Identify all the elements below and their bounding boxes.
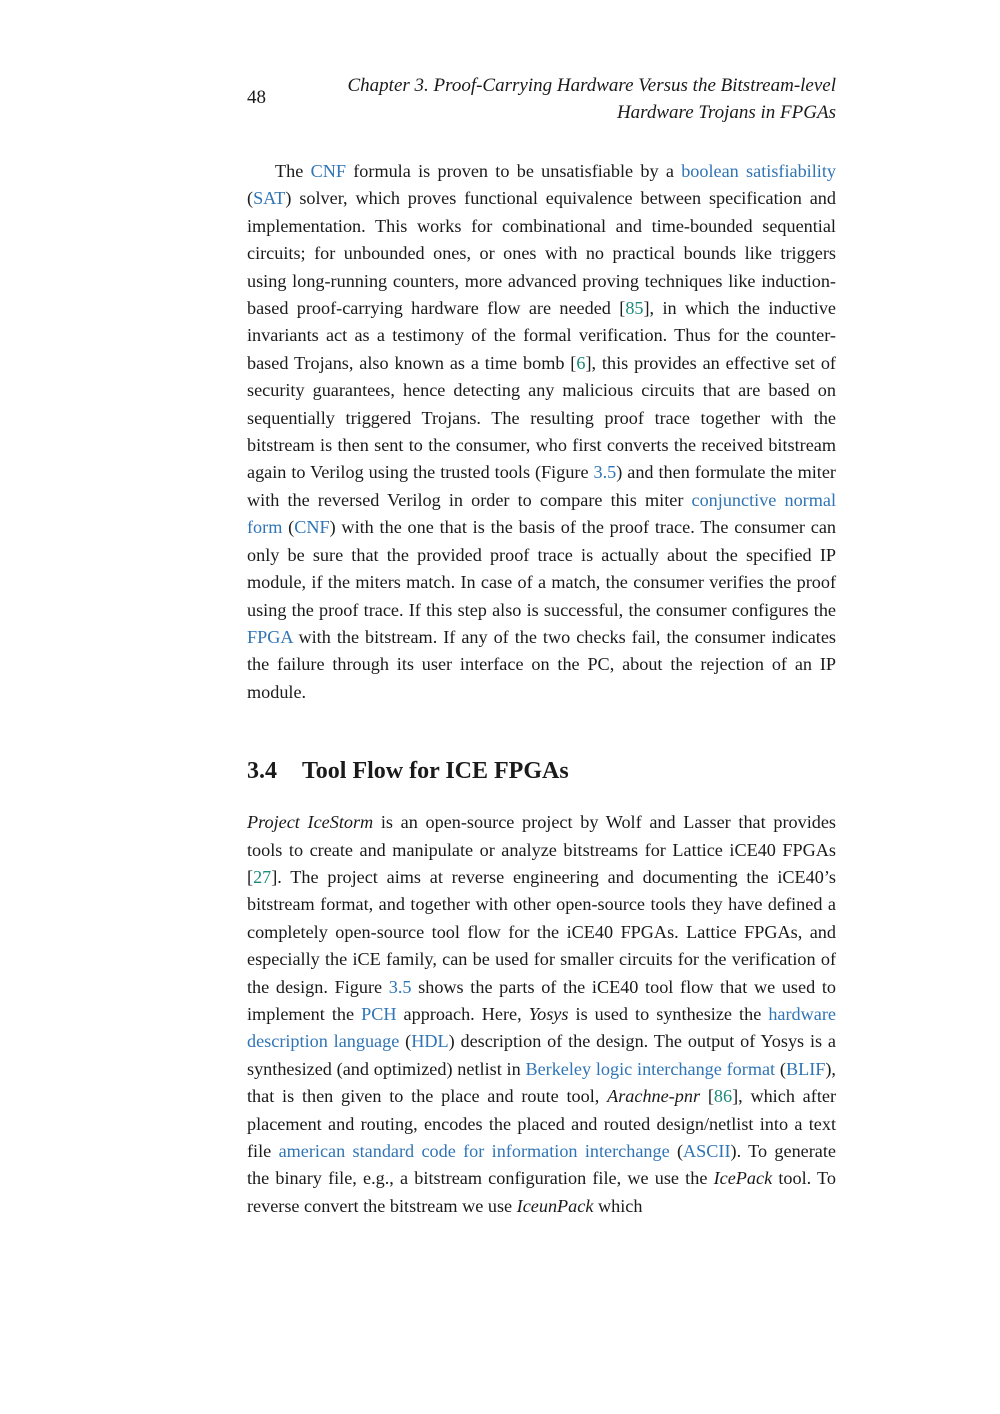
acronym-link-blif[interactable]: BLIF (785, 1058, 826, 1079)
section-title: Tool Flow for ICE FPGAs (302, 758, 569, 785)
emphasized-text: Yosys (528, 1003, 569, 1024)
text-run: ), that is then given to the place and route tool, (247, 1058, 836, 1107)
figure-link-3-5[interactable]: 3.5 (388, 976, 412, 997)
running-head-line-2: Hardware Trojans in FPGAs (616, 102, 836, 123)
citation-link-6[interactable]: 6 (576, 352, 586, 373)
text-run: approach. Here, (396, 1003, 529, 1024)
glossary-link-ascii[interactable]: american standard code for information interchange (278, 1141, 670, 1161)
text-run: ], in which the inductive invariants act as a testimony of the formal verification. Thus for the counter-based Trojans, also known as a time bomb [ (247, 298, 836, 373)
emphasized-text: IcePack (713, 1168, 773, 1189)
section-number: 3.4 (247, 758, 277, 785)
text-run: ) and then formulate the miter with the reversed Verilog in order to compare this miter (247, 462, 836, 510)
glossary-link-boolean-satisfiability[interactable]: boolean satisfiability (681, 161, 836, 181)
text-run: with the bitstream. If any of the two checks fail, the consumer indicates the failure through its user interface on the PC, about the rejection of an IP module. (247, 626, 836, 702)
text-run: ( (247, 188, 254, 209)
glossary-link-blif[interactable]: Berkeley logic interchange format (525, 1058, 776, 1079)
paragraph (247, 809, 836, 1220)
emphasized-text: Arachne-pnr (607, 1086, 701, 1107)
section-heading (247, 756, 836, 786)
text-run: ( (399, 1031, 412, 1052)
glossary-link-hardware-description-language[interactable]: hardware description language (247, 1003, 836, 1052)
text-run: The (275, 161, 311, 181)
text-run: tool. To reverse convert the bitstream we use (247, 1168, 836, 1216)
text-run: ). To generate the binary file, e.g., a bitstream configuration file, we use the (247, 1141, 836, 1189)
text-run: ], this provides an effective set of security guarantees, hence detecting any malicious circuits that are based on sequentially triggered Trojans. The resulting proof trace together with the bitstream is then sent to the consumer, who first converts the received bitstream again to Verilog using the trusted tools (Figure (247, 352, 836, 483)
running-head (348, 72, 837, 126)
acronym-link-cnf[interactable]: CNF (294, 517, 330, 538)
emphasized-text: IceunPack (516, 1195, 594, 1216)
citation-link-86[interactable]: 86 (713, 1086, 733, 1107)
text-run: shows the parts of the iCE40 tool flow that we used to implement the (247, 976, 836, 1024)
page-body (247, 158, 836, 1220)
figure-link-3-5[interactable]: 3.5 (593, 462, 617, 483)
text-run: ) solver, which proves functional equivalence between specification and implementation. This works for combinational and time-bounded sequential circuits; for unbounded ones, or ones with no practical bounds like triggers using long-running counters, more advanced proving techniques like induction-based proof-carrying hardware flow are needed [ (247, 188, 836, 319)
glossary-link-conjunctive-normal-form[interactable]: conjunctive normal form (247, 489, 836, 538)
citation-link-85[interactable]: 85 (625, 298, 644, 319)
text-run: ( (669, 1141, 684, 1161)
text-run: formula is proven to be unsatisfiable by a (345, 161, 682, 181)
text-run: is used to synthesize the (568, 1003, 769, 1024)
text-run: which (593, 1195, 643, 1216)
text-run: ( (282, 517, 295, 538)
text-run: is an open-source project by Wolf and Lasser that provides tools to create and manipulate or analyze bitstreams for Lattice iCE40 FPGAs [ (247, 812, 836, 887)
emphasized-text: Project IceStorm (247, 812, 374, 833)
page-number: 48 (247, 87, 266, 108)
text-run: ) description of the design. The output of Yosys is a synthesized (and optimized) netlist in (247, 1031, 836, 1079)
text-run: [ (700, 1086, 714, 1107)
running-head-line-1: Chapter 3. Proof-Carrying Hardware Versus the Bitstream-level (347, 75, 836, 96)
acronym-link-cnf[interactable]: CNF (310, 161, 346, 181)
paragraph (247, 158, 836, 706)
citation-link-27[interactable]: 27 (253, 866, 272, 887)
text-run: ], which after placement and routing, encodes the placed and routed design/netlist into a text file (247, 1086, 836, 1161)
acronym-link-ascii[interactable]: ASCII (683, 1141, 731, 1161)
acronym-link-pch[interactable]: PCH (361, 1003, 397, 1024)
text-run: ) with the one that is the basis of the proof trace. The consumer can only be sure that the provided proof trace is actually about the specified IP module, if the miters match. In case of a match, the consumer verifies the proof using the proof trace. If this step also is successful, the consumer configures the (247, 517, 836, 620)
text-run: ( (775, 1058, 786, 1079)
text-run: ]. The project aims at reverse engineering and documenting the iCE40’s bitstream format, and together with other open-source tools they have defined a completely open-source tool flow for the iCE40 FPGAs. Lattice FPGAs, and especially the iCE family, can be used for smaller circuits for the verification of the design. Figure (247, 866, 836, 997)
acronym-link-hdl[interactable]: HDL (411, 1031, 449, 1052)
acronym-link-sat[interactable]: SAT (253, 188, 286, 209)
acronym-link-fpga[interactable]: FPGA (247, 626, 293, 647)
